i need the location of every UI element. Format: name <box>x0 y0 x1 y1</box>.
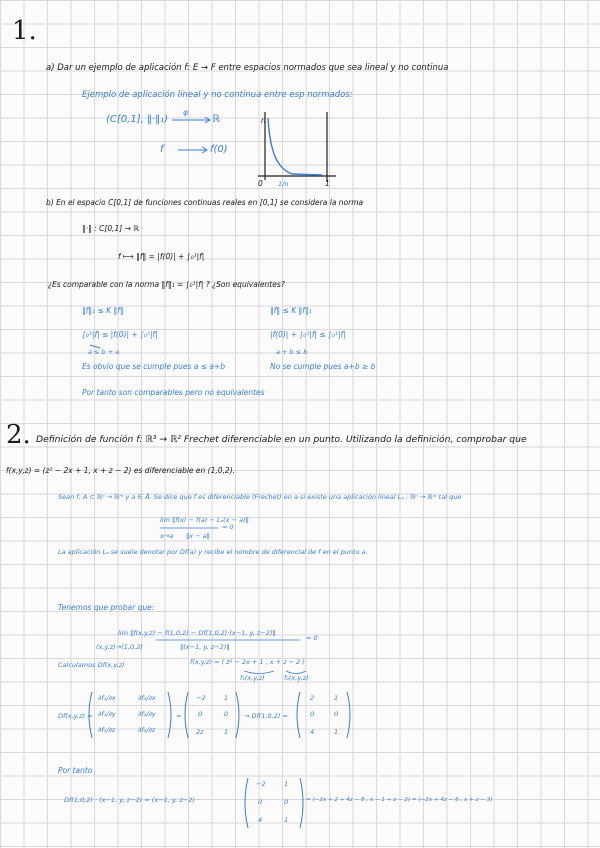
graph-label-n: n <box>261 116 266 125</box>
q1b-norm-map: f ⟼ ‖f‖ = |f(0)| + ∫₀¹|f| <box>118 252 205 261</box>
q2-calc-f: f(x,y,z) = ( z² − 2x + 1 , x + z − 2 ) <box>190 658 305 666</box>
q1b-right-3: a + b ≤ b <box>276 348 308 356</box>
q2-prove-den: ‖(x−1, y, z−2)‖ <box>180 643 230 651</box>
q1a-example-title: Ejemplo de aplicación lineal y no continua entre esp normados: <box>82 90 353 100</box>
q1b-norm-def: ‖·‖ : C[0,1] → ℝ <box>82 224 140 233</box>
jac-at-4: 4 <box>310 728 315 736</box>
jac-equals: = <box>176 712 182 720</box>
q2-final-lhs: Df(1,0,2) · (x−1, y, z−2) = (x−1, y, z−2) · <box>64 796 200 804</box>
jac-val-5: 1 <box>224 728 229 736</box>
q2-calc-f1: f₁(x,y,z) <box>240 674 265 682</box>
graph-label-0: 0 <box>258 179 263 188</box>
q2-calc-label: Calculamos Df(x,y,z) <box>58 661 125 669</box>
q1b-prompt: b) En el espacio C[0,1] de funciones continuas reales en [0,1] se considera la norma <box>46 198 364 207</box>
final-mat-2: 0 <box>258 798 263 806</box>
jac-val-1: 1 <box>224 694 229 702</box>
q1b-right-2: |f(0)| + ∫₀¹|f| ≤ ∫₀¹|f| <box>270 330 346 339</box>
jac-val-3: 0 <box>224 710 229 718</box>
jac-at-label: → Df(1,0,2) = <box>244 712 288 720</box>
q2-def-lim-num: lim ‖f(x) − f(a) − Lₐ(x − a)‖ <box>160 516 249 524</box>
jac-at-bracket-r <box>347 692 350 738</box>
q1b-left-3: a ≤ b + a <box>88 348 120 356</box>
jac-at-bracket-l <box>297 692 300 738</box>
q1b-conclusion: Por tanto son comparables pero no equivalentes <box>82 388 265 397</box>
q1b-left-4: Es obvio que se cumple pues a ≤ a+b <box>82 362 226 371</box>
final-bracket-r <box>300 778 303 828</box>
final-mat-5: 1 <box>284 816 289 824</box>
jac-at-2: 0 <box>310 710 315 718</box>
jac-val-4: 2z <box>196 728 204 736</box>
q2-def-2: La aplicación Lₐ se suele denotar por Df(a) y recibe el nombre de diferencial de f en el punto a. <box>58 548 368 556</box>
q1b-question: ¿Es comparable con la norma ‖f‖₁ = ∫₀¹|f| ? ¿Son equivalentes? <box>48 280 285 289</box>
final-mat-1: 1 <box>284 780 289 788</box>
q2-prove-eq: = 0 <box>306 634 318 642</box>
jac-at-1: 1 <box>334 694 339 702</box>
graph-label-1n: 1/n <box>278 180 289 188</box>
jac-val-bracket-r <box>236 692 239 738</box>
final-bracket-l <box>245 778 248 828</box>
q1a-map-image: f(0) <box>210 144 228 155</box>
jac-at-5: 1 <box>334 728 339 736</box>
q1b-right-1: ‖f‖ ≤ K ‖f‖₁ <box>270 306 312 315</box>
q2-prove-num: lim ‖f(x,y,z) − f(1,0,2) − Df(1,0,2)·(x−1, y, z−2)‖ <box>118 629 276 637</box>
jac-val-2: 0 <box>198 710 203 718</box>
q1b-left-1: ‖f‖₁ ≤ K ‖f‖ <box>82 306 124 315</box>
jac-sym-1: ∂f₂/∂x <box>138 694 156 702</box>
q1a-map-domain: (C[0,1], ‖·‖₁) <box>106 114 169 125</box>
final-mat-4: 4 <box>258 816 263 824</box>
q2-jac-label: Df(x,y,z) = <box>58 712 93 720</box>
q2-def-lim-den: ‖x − a‖ <box>186 532 210 540</box>
q2-def-lim-eq: = 0 <box>222 523 234 531</box>
question-2-number: 2. <box>6 420 31 450</box>
q2-statement-1: Definición de función f: ℝ³ → ℝ² Frechet diferenciable en un punto. Utilizando la definición, comprobar que <box>36 434 527 445</box>
jac-at-0: 2 <box>310 694 315 702</box>
jac-at-3: 0 <box>334 710 339 718</box>
final-mat-0: −2 <box>256 780 266 788</box>
q2-prove-sub: (x,y,z)→(1,0,2) <box>96 643 143 651</box>
q2-statement-2: f(x,y,z) = (z² − 2x + 1, x + z − 2) es diferenciable en (1,0,2). <box>6 466 236 475</box>
q2-final-rhs: = (−2x + 2 + 4z − 8 , x − 1 + z − 2) = (−2x + 4z − 6 , x + z − 3) <box>306 797 493 803</box>
jac-val-bracket-l <box>185 692 188 738</box>
q1a-map-codomain: ℝ <box>212 114 220 125</box>
graph-curve <box>268 118 322 175</box>
jac-val-0: −2 <box>196 694 206 702</box>
q1a-map-f: f <box>160 144 164 155</box>
jac-sym-0: ∂f₁/∂x <box>98 694 116 702</box>
final-mat-3: 0 <box>284 798 289 806</box>
q2-def-lim-sub: x→a <box>160 532 174 540</box>
q2-por-tanto: Por tanto <box>58 766 93 775</box>
q2-prove-intro: Tenemos que probar que: <box>58 603 155 612</box>
q1a-map-phi: φ <box>183 108 188 117</box>
jac-sym-2: ∂f₁/∂y <box>98 710 116 718</box>
q1a-prompt: a) Dar un ejemplo de aplicación f: E → F entre espacios normados que sea lineal y no continua <box>46 63 449 73</box>
graph-label-1: 1 <box>325 179 330 188</box>
q2-def-1: Sean f: A ⊂ ℝⁿ → ℝᵐ y a ∈ Å. Se dice que f es diferenciable (Frechet) en a si existe una aplicación lineal Lₐ : ℝⁿ → ℝᵐ tal que <box>58 493 462 501</box>
q2-calc-f2: f₂(x,y,z) <box>284 674 309 682</box>
question-1-number: 1. <box>12 16 37 46</box>
jac-sym-4: ∂f₁/∂z <box>98 726 116 734</box>
jac-sym-bracket-r <box>168 692 171 738</box>
q1b-left-2: ∫₀¹|f| ≤ |f(0)| + ∫₀¹|f| <box>82 330 158 339</box>
q1b-right-4: No se cumple pues a+b ≥ b <box>270 362 376 371</box>
jac-sym-5: ∂f₂/∂z <box>138 726 156 734</box>
jac-sym-3: ∂f₂/∂y <box>138 710 156 718</box>
